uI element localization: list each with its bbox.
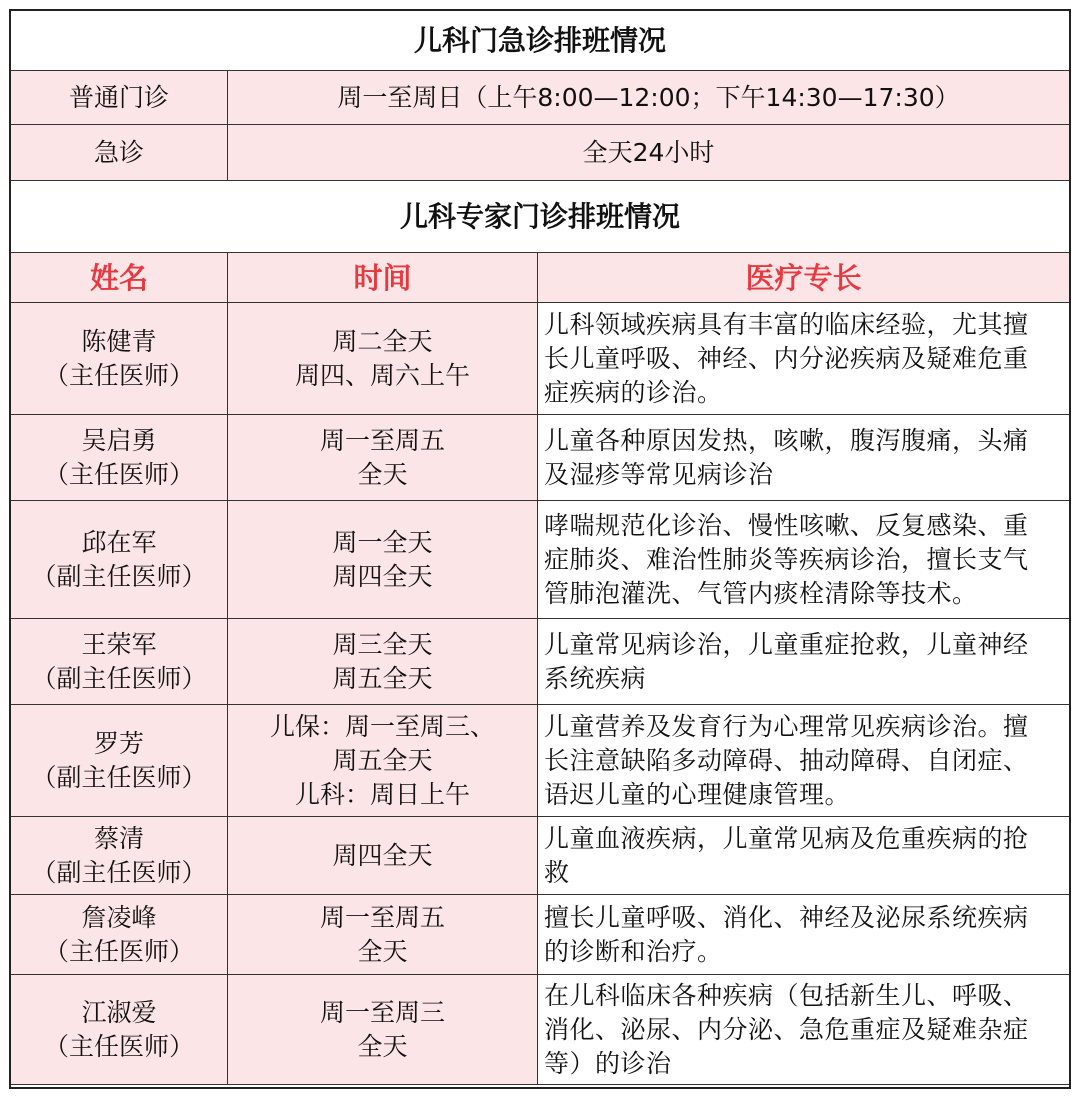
doctor-specialty-line: 儿童血液疾病，儿童常见病及危重疾病的抢: [544, 823, 1029, 853]
doctor-specialty-line: 长儿童呼吸、神经、内分泌疾病及疑难危重: [544, 343, 1029, 373]
doctor-name-cell: [11, 501, 228, 619]
doctor-specialty-cell: [538, 501, 1069, 619]
doctor-specialty-cell: [538, 303, 1069, 415]
doctor-time-cell: [228, 501, 538, 619]
header-specialty-cell: [538, 253, 1069, 303]
doctor-specialty-cell: [538, 817, 1069, 895]
doctor-time-line: 周一至周三: [319, 997, 445, 1027]
emergency-value: 周一至周日（上午8:00—12:00；下午14:30—17:30）: [337, 82, 960, 112]
doctor-time-line: 周一至周五: [319, 425, 445, 455]
header-time-cell: [228, 253, 538, 303]
doctor-name: 邱在军: [81, 527, 157, 557]
emergency-label: 普通门诊: [68, 82, 169, 112]
doctor-specialty-line: 擅长儿童呼吸、消化、神经及泌尿系统疾病: [544, 902, 1029, 932]
emergency-title-cell: [11, 11, 1069, 71]
doctor-name: 陈健青: [81, 326, 157, 356]
doctor-time-cell: [228, 817, 538, 895]
doctor-specialty-line: 系统疾病: [544, 663, 647, 693]
header-name-cell: [11, 253, 228, 303]
doctor-specialty-line: 语迟儿童的心理健康管理。: [544, 779, 851, 809]
doctor-rank: （主任医师）: [43, 360, 194, 390]
doctor-time-line: 周四全天: [332, 840, 433, 870]
doctor-name-cell: [11, 619, 228, 705]
emergency-value-cell: [228, 71, 1069, 125]
doctor-name-cell: [11, 303, 228, 415]
doctor-time-cell: [228, 415, 538, 501]
doctor-time-cell: [228, 303, 538, 415]
doctor-specialty-line: 等）的诊治: [544, 1048, 672, 1078]
doctor-specialty-line: 哮喘规范化诊治、慢性咳嗽、反复感染、重: [544, 510, 1029, 540]
doctor-name: 江淑爱: [81, 997, 157, 1027]
doctor-specialty-line: 消化、泌尿、内分泌、急危重症及疑难杂症: [544, 1014, 1029, 1044]
experts-title: 儿科专家门诊排班情况: [399, 199, 680, 233]
header-specialty: 医疗专长: [745, 260, 862, 295]
emergency-label: 急诊: [93, 137, 144, 167]
doctor-time-line: 全天: [357, 1031, 408, 1061]
doctor-time-line: 周四全天: [332, 561, 433, 591]
doctor-specialty-line: 儿童常见病诊治，儿童重症抢救，儿童神经: [544, 629, 1029, 659]
doctor-specialty-line: 的诊断和治疗。: [544, 936, 723, 966]
doctor-specialty-cell: [538, 415, 1069, 501]
doctor-time-line: 周二全天: [332, 326, 433, 356]
doctor-time-line: 周一全天: [332, 527, 433, 557]
doctor-name: 罗芳: [93, 728, 144, 758]
experts-title-cell: [11, 181, 1069, 253]
header-time: 时间: [353, 260, 412, 295]
doctor-name: 蔡清: [93, 823, 144, 853]
emergency-label-cell: [11, 125, 228, 181]
doctor-specialty-line: 管肺泡灌洗、气管内痰栓清除等技术。: [544, 578, 978, 608]
doctor-time-line: 周五全天: [332, 663, 433, 693]
doctor-rank: （副主任医师）: [31, 663, 207, 693]
doctor-name-cell: [11, 895, 228, 975]
doctor-specialty-cell: [538, 975, 1069, 1085]
doctor-specialty-line: 救: [544, 857, 570, 887]
doctor-rank: （副主任医师）: [31, 762, 207, 792]
emergency-label-cell: [11, 71, 228, 125]
doctor-specialty-cell: [538, 895, 1069, 975]
doctor-specialty-line: 在儿科临床各种疾病（包括新生儿、呼吸、: [544, 980, 1029, 1010]
doctor-time-cell: [228, 619, 538, 705]
doctor-rank: （主任医师）: [43, 459, 194, 489]
doctor-time-line: 全天: [357, 459, 408, 489]
doctor-specialty-cell: [538, 705, 1069, 817]
doctor-name-cell: [11, 817, 228, 895]
doctor-time-line: 周一至周五: [319, 902, 445, 932]
emergency-value: 全天24小时: [582, 137, 715, 167]
doctor-time-line: 儿保：周一至周三、: [269, 711, 495, 741]
doctor-specialty-line: 儿童各种原因发热，咳嗽，腹泻腹痛，头痛: [544, 425, 1029, 455]
doctor-rank: （主任医师）: [43, 936, 194, 966]
doctor-time-cell: [228, 705, 538, 817]
doctor-specialty-line: 症疾病的诊治。: [544, 377, 723, 407]
doctor-time-line: 周三全天: [332, 629, 433, 659]
doctor-name: 詹凌峰: [81, 902, 157, 932]
doctor-time-cell: [228, 975, 538, 1085]
doctor-time-line: 周五全天: [332, 745, 433, 775]
doctor-name-cell: [11, 705, 228, 817]
doctor-specialty-line: 长注意缺陷多动障碍、抽动障碍、自闭症、: [544, 745, 1029, 775]
doctor-name: 王荣军: [81, 629, 157, 659]
doctor-specialty-line: 症肺炎、难治性肺炎等疾病诊治，擅长支气: [544, 544, 1029, 574]
doctor-time-line: 全天: [357, 936, 408, 966]
doctor-time-cell: [228, 895, 538, 975]
doctor-rank: （副主任医师）: [31, 857, 207, 887]
emergency-value-cell: [228, 125, 1069, 181]
doctor-name-cell: [11, 975, 228, 1085]
doctor-specialty-line: 及湿疹等常见病诊治: [544, 459, 774, 489]
doctor-name: 吴启勇: [81, 425, 157, 455]
doctor-rank: （副主任医师）: [31, 561, 207, 591]
doctor-specialty-line: 儿童营养及发育行为心理常见疾病诊治。擅: [544, 711, 1029, 741]
doctor-specialty-line: 儿科领域疾病具有丰富的临床经验，尤其擅: [544, 309, 1029, 339]
emergency-title: 儿科门急诊排班情况: [413, 23, 666, 57]
doctor-time-line: 周四、周六上午: [294, 360, 470, 390]
header-name: 姓名: [89, 260, 148, 295]
doctor-name-cell: [11, 415, 228, 501]
doctor-rank: （主任医师）: [43, 1031, 194, 1061]
doctor-time-line: 儿科：周日上午: [294, 779, 470, 809]
schedule-sheet: [9, 9, 1071, 1089]
doctor-specialty-cell: [538, 619, 1069, 705]
